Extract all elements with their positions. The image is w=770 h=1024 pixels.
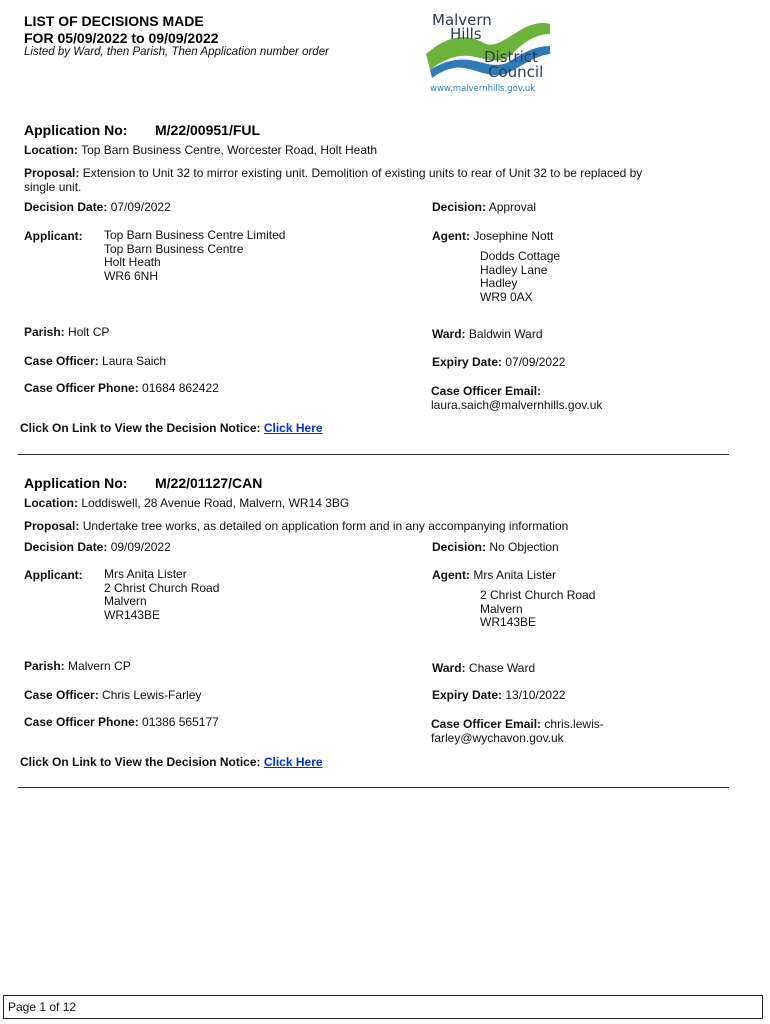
agent-address-line: WR9 0AX bbox=[480, 289, 533, 304]
application-1-number-label: Application No: bbox=[24, 122, 128, 138]
agent-address-line: 2 Christ Church Road bbox=[480, 588, 596, 602]
agent-address-line: Hadley bbox=[480, 276, 518, 290]
decision-date-value: 09/09/2022 bbox=[110, 540, 171, 554]
application-1-proposal bbox=[24, 166, 714, 194]
decision-value: Approval bbox=[488, 200, 537, 214]
application-1-ward bbox=[432, 327, 543, 341]
expiry-date-label: Expiry Date: bbox=[432, 355, 503, 369]
application-2-agent bbox=[432, 568, 556, 582]
application-2-number: M/22/01127/CAN bbox=[155, 475, 263, 491]
parish-value: Malvern CP bbox=[68, 659, 131, 673]
application-1-agent-address bbox=[480, 250, 560, 304]
application-2-location bbox=[24, 496, 349, 510]
email-value-line2: laura.saich@malvernhills.gov.uk bbox=[431, 398, 603, 412]
application-2-decision bbox=[432, 540, 559, 554]
case-officer-phone-value: 01684 862422 bbox=[142, 381, 219, 395]
logo-text-line1: Malvern bbox=[432, 11, 492, 29]
ward-label: Ward: bbox=[432, 661, 466, 675]
decision-label: Decision: bbox=[432, 540, 487, 554]
decision-notice-link[interactable]: Click Here bbox=[263, 755, 323, 769]
decision-date-value: 07/09/2022 bbox=[110, 200, 171, 214]
application-2-ward bbox=[432, 661, 535, 675]
application-2-proposal bbox=[24, 519, 714, 533]
case-officer-label: Case Officer: bbox=[24, 688, 99, 702]
logo-text-line3: District bbox=[484, 48, 538, 66]
page-title-line1: LIST OF DECISIONS MADE bbox=[24, 13, 204, 29]
logo-text-line2: Hills bbox=[450, 25, 482, 43]
decision-notice-link[interactable]: Click Here bbox=[263, 421, 323, 435]
case-officer-label: Case Officer: bbox=[24, 354, 99, 368]
agent-address-line: WR143BE bbox=[480, 615, 537, 629]
case-officer-phone-label: Case Officer Phone: bbox=[24, 715, 139, 729]
page-footer bbox=[3, 995, 763, 1019]
agent-address-line: Malvern bbox=[480, 601, 523, 616]
agent-name: Mrs Anita Lister bbox=[473, 568, 557, 582]
applicant-line: Holt Heath bbox=[104, 255, 161, 269]
application-1-parish bbox=[24, 325, 109, 339]
proposal-value-line1: Undertake tree works, as detailed on application form and in any accompanying information bbox=[82, 519, 569, 533]
section-divider bbox=[18, 787, 729, 788]
application-1-agent bbox=[432, 229, 553, 243]
click-prompt: Click On Link to View the Decision Notice: bbox=[20, 421, 261, 435]
application-1-email bbox=[431, 384, 602, 412]
application-1-applicant-address bbox=[104, 229, 285, 283]
applicant-line: 2 Christ Church Road bbox=[104, 580, 220, 595]
location-label: Location: bbox=[24, 496, 78, 510]
agent-label: Agent: bbox=[432, 229, 470, 243]
case-officer-value: Laura Saich bbox=[102, 354, 167, 368]
case-officer-value: Chris Lewis-Farley bbox=[102, 688, 202, 702]
page-title-line2: FOR 05/09/2022 to 09/09/2022 bbox=[24, 30, 219, 46]
application-1-expiry-date bbox=[432, 355, 565, 369]
agent-label: Agent: bbox=[432, 568, 470, 582]
application-2-case-officer bbox=[24, 688, 201, 702]
application-2-agent-address bbox=[480, 589, 595, 630]
case-officer-phone-label: Case Officer Phone: bbox=[24, 381, 139, 395]
council-logo bbox=[424, 8, 554, 96]
application-1-decision-link-row bbox=[20, 421, 323, 435]
case-officer-email-label: Case Officer Email: bbox=[431, 384, 542, 398]
application-2-expiry-date bbox=[432, 688, 565, 702]
application-1-number: M/22/00951/FUL bbox=[155, 122, 261, 138]
application-1-location bbox=[24, 143, 377, 157]
case-officer-phone-value: 01386 565177 bbox=[142, 715, 219, 729]
applicant-line: WR143BE bbox=[104, 607, 161, 622]
application-2-phone bbox=[24, 715, 219, 729]
application-1-decision bbox=[432, 200, 536, 214]
page-number: Page 1 of 12 bbox=[8, 1000, 77, 1014]
applicant-line: Top Barn Business Centre Limited bbox=[104, 228, 286, 242]
application-2-number-label: Application No: bbox=[24, 475, 128, 491]
decision-date-label: Decision Date: bbox=[24, 540, 108, 554]
council-logo-graphic bbox=[424, 8, 554, 96]
decision-label: Decision: bbox=[432, 200, 487, 214]
parish-value: Holt CP bbox=[68, 325, 110, 339]
parish-label: Parish: bbox=[24, 659, 65, 673]
proposal-value-line1: Extension to Unit 32 to mirror existing unit. Demolition of existing units to rear of Unit 32 to be replaced by bbox=[82, 166, 643, 180]
page-subtitle: Listed by Ward, then Parish, Then Application number order bbox=[24, 46, 329, 58]
location-value: Loddiswell, 28 Avenue Road, Malvern, WR14 3BG bbox=[81, 496, 350, 510]
applicant-label: Applicant: bbox=[24, 568, 83, 582]
proposal-value-line2: single unit. bbox=[24, 180, 82, 194]
proposal-label: Proposal: bbox=[24, 166, 80, 180]
application-1-decision-date bbox=[24, 200, 171, 214]
applicant-line: WR6 6NH bbox=[104, 268, 159, 283]
ward-label: Ward: bbox=[432, 327, 466, 341]
expiry-date-value: 13/10/2022 bbox=[505, 688, 566, 702]
agent-address-line: Hadley Lane bbox=[480, 262, 548, 277]
section-divider bbox=[18, 454, 729, 455]
parish-label: Parish: bbox=[24, 325, 65, 339]
applicant-line: Mrs Anita Lister bbox=[104, 567, 187, 581]
application-1-case-officer bbox=[24, 354, 166, 368]
expiry-date-value: 07/09/2022 bbox=[505, 355, 566, 369]
click-prompt: Click On Link to View the Decision Notice: bbox=[20, 755, 261, 769]
email-value-line2: farley@wychavon.gov.uk bbox=[431, 731, 564, 745]
agent-address-line: Dodds Cottage bbox=[480, 249, 561, 263]
applicant-line: Top Barn Business Centre bbox=[104, 241, 244, 256]
ward-value: Baldwin Ward bbox=[468, 327, 543, 341]
decision-date-label: Decision Date: bbox=[24, 200, 108, 214]
application-2-decision-date bbox=[24, 540, 171, 554]
case-officer-email-label: Case Officer Email: bbox=[431, 717, 542, 731]
proposal-label: Proposal: bbox=[24, 519, 80, 533]
expiry-date-label: Expiry Date: bbox=[432, 688, 503, 702]
applicant-label: Applicant: bbox=[24, 229, 83, 243]
application-1-phone bbox=[24, 381, 219, 395]
ward-value: Chase Ward bbox=[468, 661, 536, 675]
decision-value: No Objection bbox=[489, 540, 559, 554]
location-value: Top Barn Business Centre, Worcester Road, Holt Heath bbox=[81, 143, 378, 157]
application-2-decision-link-row bbox=[20, 755, 323, 769]
application-2-parish bbox=[24, 659, 131, 673]
logo-text-line4: Council bbox=[488, 63, 544, 81]
application-2-email bbox=[431, 717, 604, 745]
logo-url: www.malvernhills.gov.uk bbox=[430, 84, 536, 94]
agent-name: Josephine Nott bbox=[473, 229, 554, 243]
location-label: Location: bbox=[24, 143, 78, 157]
email-value-line1: chris.lewis- bbox=[544, 717, 604, 731]
application-2-applicant-address bbox=[104, 568, 219, 622]
applicant-line: Malvern bbox=[104, 594, 147, 608]
